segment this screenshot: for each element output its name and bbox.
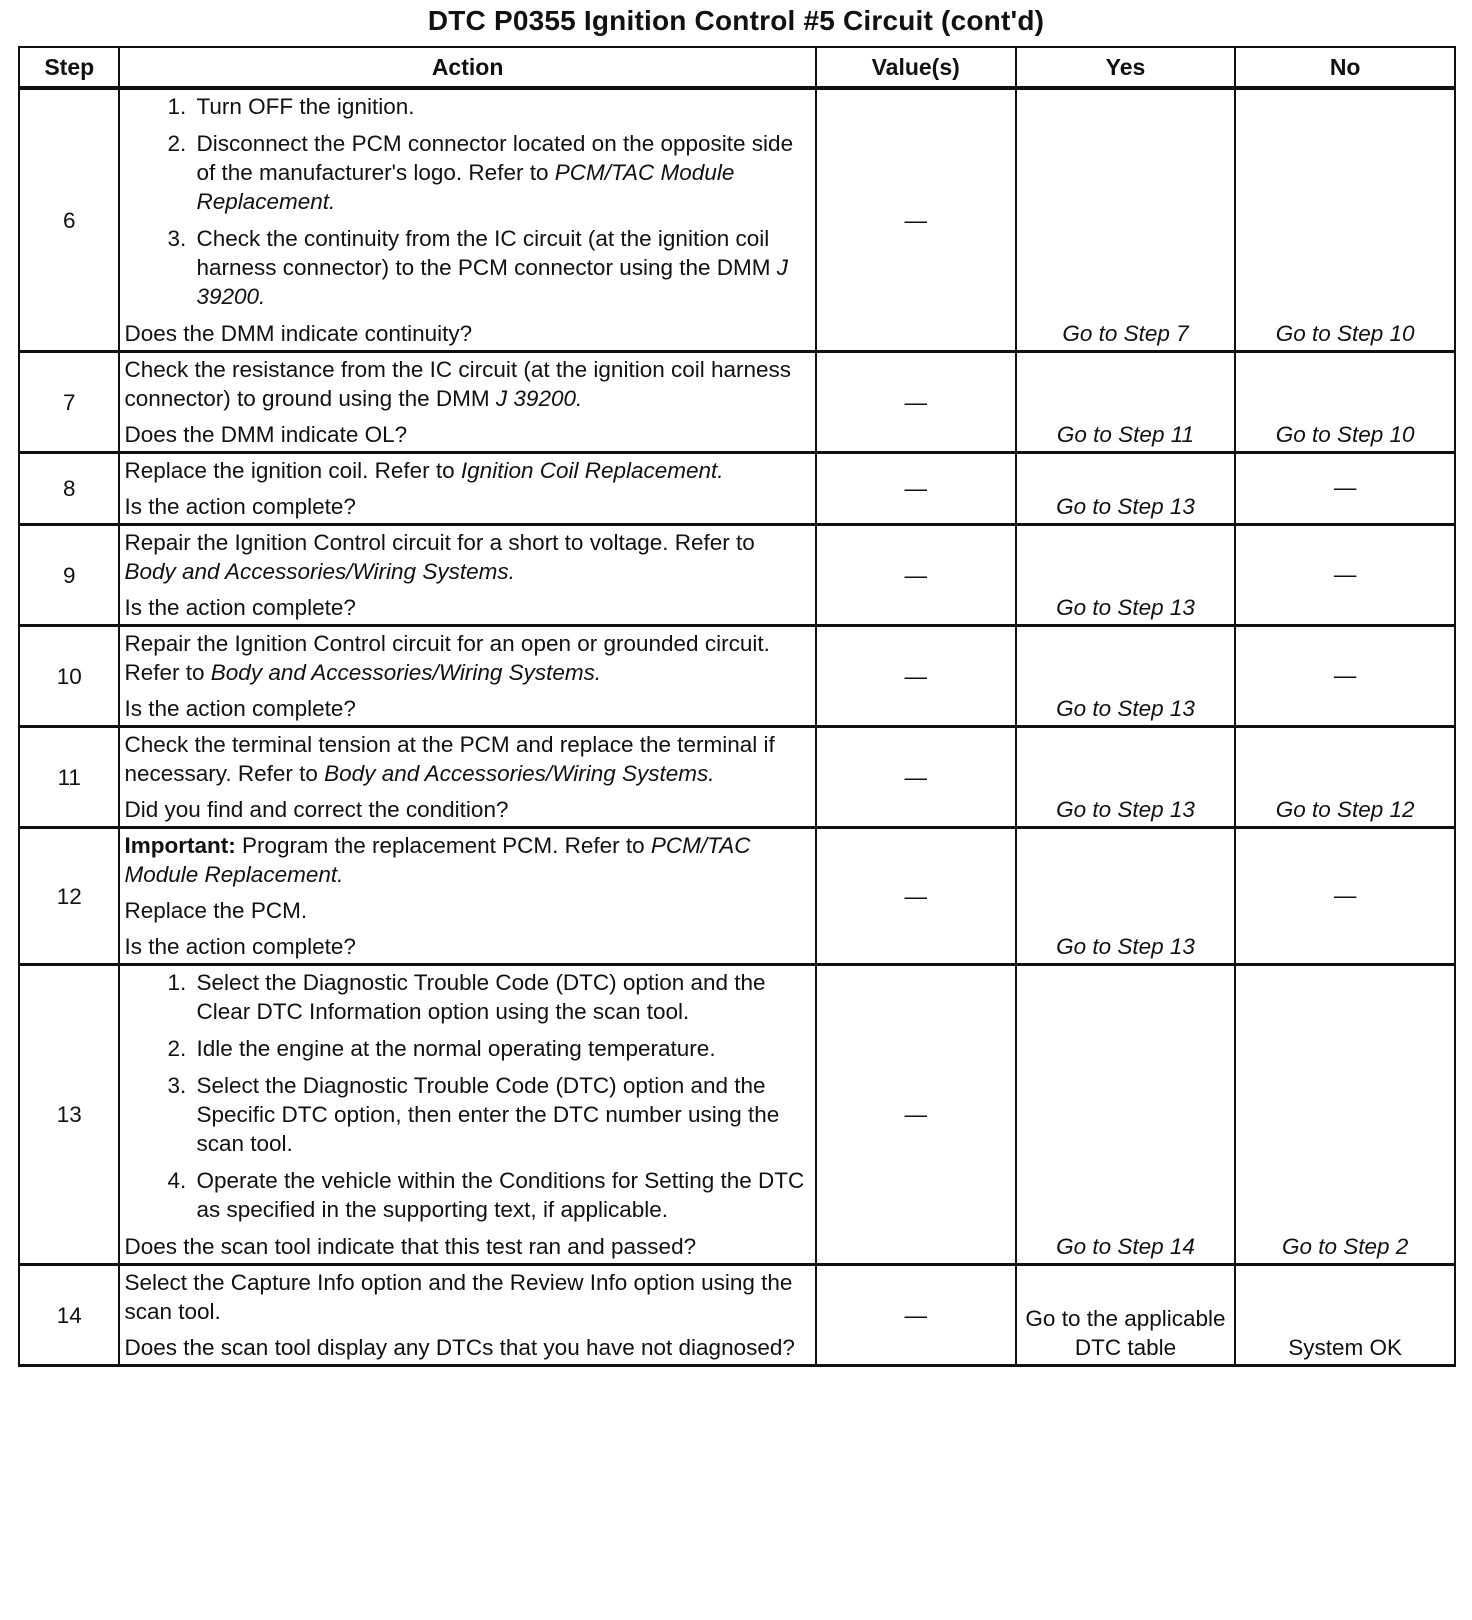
table-row [19, 828, 1455, 965]
value-cell: — [816, 1265, 1016, 1366]
no-cell: — [1235, 453, 1455, 525]
action-cell [119, 828, 815, 965]
action-cell [119, 1265, 815, 1366]
value-cell: — [816, 88, 1016, 352]
action-question: Does the DMM indicate continuity? [124, 321, 473, 346]
step-number: 11 [19, 727, 119, 828]
no-cell: — [1235, 525, 1455, 626]
important-note: Important: Program the replacement PCM. Refer to PCM/TAC Module Replacement. [124, 833, 751, 887]
table-row [19, 965, 1455, 1265]
action-cell [119, 525, 815, 626]
action-text: Replace the ignition coil. Refer to Ignition Coil Replacement. [124, 458, 724, 483]
value-cell: — [816, 965, 1016, 1265]
step-number: 9 [19, 525, 119, 626]
action-question: Did you find and correct the condition? [124, 797, 509, 822]
yes-cell: Go to Step 11 [1016, 352, 1236, 453]
reference-link: Body and Accessories/Wiring Systems. [324, 761, 715, 786]
tool-reference: J 39200. [495, 386, 583, 411]
no-cell: Go to Step 10 [1235, 352, 1455, 453]
action-question: Does the scan tool display any DTCs that you have not diagnosed? [124, 1335, 795, 1360]
diagnostic-table [18, 46, 1456, 1367]
step-number: 12 [19, 828, 119, 965]
table-row [19, 626, 1455, 727]
action-cell [119, 352, 815, 453]
header-action: Action [119, 47, 815, 88]
action-text: Check the resistance from the IC circuit (at the ignition coil harness connector) to ground using the DMM J 39200. [124, 357, 792, 411]
table-row [19, 453, 1455, 525]
action-text: Replace the PCM. [124, 898, 308, 923]
action-question: Is the action complete? [124, 696, 356, 721]
no-cell: System OK [1235, 1265, 1455, 1366]
action-question: Is the action complete? [124, 595, 356, 620]
yes-cell: Go to Step 13 [1016, 727, 1236, 828]
action-list [124, 92, 810, 311]
action-text: Repair the Ignition Control circuit for a short to voltage. Refer to Body and Accessories/Wiring Systems. [124, 530, 755, 584]
list-item: 2. Disconnect the PCM connector located on the opposite side of the manufacturer's logo. Refer to PCM/TAC Module Replacement. [192, 129, 810, 216]
value-cell: — [816, 626, 1016, 727]
header-row [19, 47, 1455, 88]
reference-link: PCM/TAC Module Replacement. [124, 833, 751, 887]
table-row [19, 88, 1455, 352]
tool-reference: J 39200. [196, 255, 788, 309]
yes-cell: Go to the applicable DTC table [1016, 1265, 1236, 1366]
header-yes: Yes [1016, 47, 1236, 88]
value-cell: — [816, 727, 1016, 828]
action-cell [119, 727, 815, 828]
value-cell: — [816, 525, 1016, 626]
table-row [19, 1265, 1455, 1366]
no-cell: — [1235, 626, 1455, 727]
no-cell: Go to Step 2 [1235, 965, 1455, 1265]
step-number: 10 [19, 626, 119, 727]
table-row [19, 525, 1455, 626]
step-number: 13 [19, 965, 119, 1265]
yes-cell: Go to Step 13 [1016, 828, 1236, 965]
action-cell [119, 88, 815, 352]
action-text: Check the terminal tension at the PCM and replace the terminal if necessary. Refer to Body and Accessories/Wiring Systems. [124, 732, 775, 786]
value-cell: — [816, 453, 1016, 525]
list-item: 2. Idle the engine at the normal operating temperature. [192, 1034, 810, 1063]
header-values: Value(s) [816, 47, 1016, 88]
step-number: 7 [19, 352, 119, 453]
header-no: No [1235, 47, 1455, 88]
header-step: Step [19, 47, 119, 88]
list-item: 3. Select the Diagnostic Trouble Code (DTC) option and the Specific DTC option, then enter the DTC number using the scan tool. [192, 1071, 810, 1158]
reference-link: PCM/TAC Module Replacement. [196, 160, 735, 214]
action-cell [119, 626, 815, 727]
action-list [124, 968, 810, 1224]
action-text: Repair the Ignition Control circuit for an open or grounded circuit. Refer to Body and Accessories/Wiring Systems. [124, 631, 770, 685]
list-item: 1. Select the Diagnostic Trouble Code (DTC) option and the Clear DTC Information option using the scan tool. [192, 968, 810, 1026]
step-number: 14 [19, 1265, 119, 1366]
reference-link: Body and Accessories/Wiring Systems. [124, 559, 515, 584]
no-cell: Go to Step 12 [1235, 727, 1455, 828]
table-row [19, 352, 1455, 453]
no-cell: — [1235, 828, 1455, 965]
no-cell: Go to Step 10 [1235, 88, 1455, 352]
action-text: Select the Capture Info option and the Review Info option using the scan tool. [124, 1270, 793, 1324]
list-item: 4. Operate the vehicle within the Conditions for Setting the DTC as specified in the supporting text, if applicable. [192, 1166, 810, 1224]
yes-cell: Go to Step 14 [1016, 965, 1236, 1265]
value-cell: — [816, 352, 1016, 453]
yes-cell: Go to Step 13 [1016, 453, 1236, 525]
action-cell [119, 965, 815, 1265]
action-question: Is the action complete? [124, 494, 356, 519]
action-question: Does the scan tool indicate that this test ran and passed? [124, 1234, 697, 1259]
list-item: 3. Check the continuity from the IC circuit (at the ignition coil harness connector) to the PCM connector using the DMM J 39200. [192, 224, 810, 311]
step-number: 8 [19, 453, 119, 525]
action-question: Is the action complete? [124, 934, 356, 959]
yes-cell: Go to Step 13 [1016, 626, 1236, 727]
yes-cell: Go to Step 13 [1016, 525, 1236, 626]
yes-cell: Go to Step 7 [1016, 88, 1236, 352]
reference-link: Ignition Coil Replacement. [460, 458, 724, 483]
important-label: Important: [124, 833, 236, 858]
value-cell: — [816, 828, 1016, 965]
step-number: 6 [19, 88, 119, 352]
list-item: 1. Turn OFF the ignition. [192, 92, 810, 121]
action-cell [119, 453, 815, 525]
table-row [19, 727, 1455, 828]
action-question: Does the DMM indicate OL? [124, 422, 408, 447]
page-title: DTC P0355 Ignition Control #5 Circuit (cont'd) [427, 5, 1045, 36]
reference-link: Body and Accessories/Wiring Systems. [210, 660, 602, 685]
